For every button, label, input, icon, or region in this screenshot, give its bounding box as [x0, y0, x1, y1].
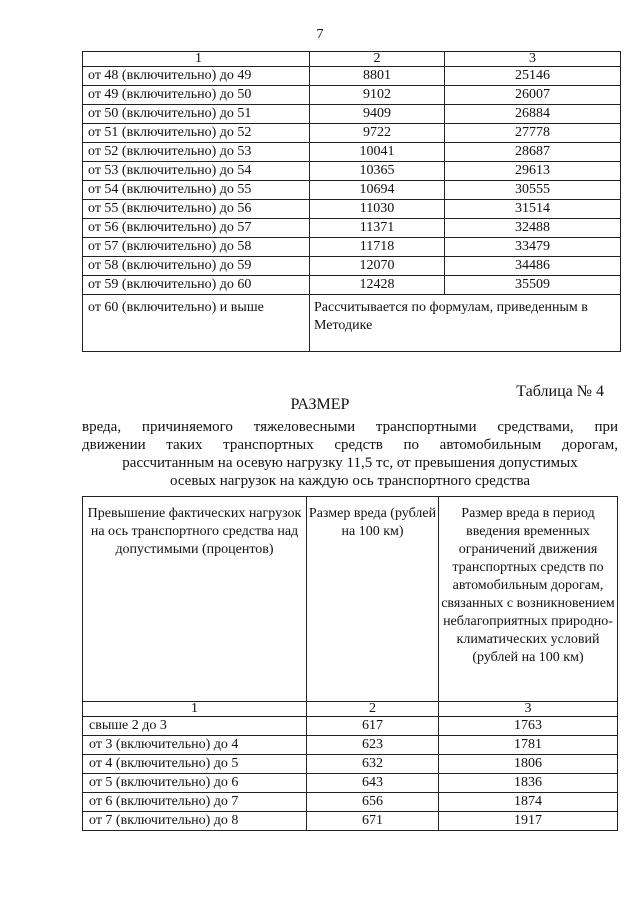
- column-number: 2: [307, 702, 439, 717]
- damage-cell: 10041: [310, 143, 445, 162]
- excess-range-cell: от 5 (включительно) до 6: [83, 774, 307, 793]
- damage-cell: 10365: [310, 162, 445, 181]
- damage-restricted-cell: 35509: [445, 276, 621, 295]
- damage-cell: 9409: [310, 105, 445, 124]
- column-number: 1: [83, 702, 307, 717]
- table-row: [83, 105, 621, 124]
- table-row: [83, 162, 621, 181]
- table-row: [83, 276, 621, 295]
- damage-cell: 632: [307, 755, 439, 774]
- damage-restricted-cell: 33479: [445, 238, 621, 257]
- table-row: [83, 200, 621, 219]
- damage-cell: 623: [307, 736, 439, 755]
- damage-cell: 11718: [310, 238, 445, 257]
- damage-table-4: [82, 496, 618, 831]
- damage-cell: 9722: [310, 124, 445, 143]
- load-range-cell: от 50 (включительно) до 51: [83, 105, 310, 124]
- damage-cell: 617: [307, 717, 439, 736]
- table-header-row: [83, 497, 618, 702]
- damage-restricted-cell: 34486: [445, 257, 621, 276]
- load-range-cell: от 60 (включительно) и выше: [83, 295, 310, 352]
- damage-restricted-cell: 27778: [445, 124, 621, 143]
- load-range-cell: от 52 (включительно) до 53: [83, 143, 310, 162]
- damage-restricted-cell: 1836: [439, 774, 618, 793]
- excess-range-cell: свыше 2 до 3: [83, 717, 307, 736]
- subtitle-line: движении таких транспортных средств по автомобильным дорогам,: [82, 437, 618, 453]
- load-range-cell: от 48 (включительно) до 49: [83, 67, 310, 86]
- damage-table-continued: [82, 51, 621, 352]
- excess-range-cell: от 7 (включительно) до 8: [83, 812, 307, 831]
- table-row: [83, 295, 621, 352]
- column-number: 1: [83, 52, 310, 67]
- damage-cell: 671: [307, 812, 439, 831]
- load-range-cell: от 49 (включительно) до 50: [83, 86, 310, 105]
- damage-restricted-cell: 32488: [445, 219, 621, 238]
- table-row: [83, 755, 618, 774]
- column-header-excess: Превышение фактических нагрузок на ось транспортного средства над допустимыми (процентов): [83, 497, 307, 702]
- damage-cell: 11371: [310, 219, 445, 238]
- load-range-cell: от 57 (включительно) до 58: [83, 238, 310, 257]
- load-range-cell: от 55 (включительно) до 56: [83, 200, 310, 219]
- damage-cell: 656: [307, 793, 439, 812]
- table-row: [83, 774, 618, 793]
- damage-restricted-cell: 1874: [439, 793, 618, 812]
- damage-restricted-cell: 31514: [445, 200, 621, 219]
- load-range-cell: от 58 (включительно) до 59: [83, 257, 310, 276]
- load-range-cell: от 53 (включительно) до 54: [83, 162, 310, 181]
- damage-restricted-cell: 1763: [439, 717, 618, 736]
- damage-restricted-cell: 28687: [445, 143, 621, 162]
- damage-cell: 12070: [310, 257, 445, 276]
- load-range-cell: от 54 (включительно) до 55: [83, 181, 310, 200]
- column-number: 3: [445, 52, 621, 67]
- table-row: [83, 238, 621, 257]
- table-row: [83, 793, 618, 812]
- table-row: [83, 124, 621, 143]
- table-row: [83, 143, 621, 162]
- table-row: [83, 717, 618, 736]
- formula-note-cell: Рассчитывается по формулам, приведенным в Методике: [310, 295, 621, 352]
- load-range-cell: от 59 (включительно) до 60: [83, 276, 310, 295]
- table-subtitle: [82, 418, 618, 490]
- column-number-row: [83, 702, 618, 717]
- page-number: 7: [316, 27, 324, 42]
- damage-restricted-cell: 1806: [439, 755, 618, 774]
- damage-restricted-cell: 26007: [445, 86, 621, 105]
- column-header-damage: Размер вреда (рублей на 100 км): [307, 497, 439, 702]
- damage-cell: 10694: [310, 181, 445, 200]
- damage-restricted-cell: 25146: [445, 67, 621, 86]
- subtitle-line: рассчитанным на осевую нагрузку 11,5 тс, от превышения допустимых: [122, 455, 578, 471]
- table-number-label: Таблица № 4: [516, 383, 604, 400]
- damage-cell: 8801: [310, 67, 445, 86]
- excess-range-cell: от 3 (включительно) до 4: [83, 736, 307, 755]
- load-range-cell: от 56 (включительно) до 57: [83, 219, 310, 238]
- damage-cell: 643: [307, 774, 439, 793]
- damage-restricted-cell: 26884: [445, 105, 621, 124]
- table-row: [83, 86, 621, 105]
- damage-cell: 9102: [310, 86, 445, 105]
- damage-restricted-cell: 1781: [439, 736, 618, 755]
- subtitle-line: осевых нагрузок на каждую ось транспортного средства: [169, 473, 531, 489]
- load-range-cell: от 51 (включительно) до 52: [83, 124, 310, 143]
- damage-restricted-cell: 29613: [445, 162, 621, 181]
- damage-cell: 11030: [310, 200, 445, 219]
- table-row: [83, 257, 621, 276]
- table-row: [83, 812, 618, 831]
- table-row: [83, 736, 618, 755]
- damage-restricted-cell: 30555: [445, 181, 621, 200]
- section-heading: РАЗМЕР: [290, 396, 350, 413]
- table-row: [83, 181, 621, 200]
- table-row: [83, 219, 621, 238]
- column-number: 2: [310, 52, 445, 67]
- subtitle-line: вреда, причиняемого тяжеловесными транспортными средствами, при: [82, 419, 618, 435]
- excess-range-cell: от 4 (включительно) до 5: [83, 755, 307, 774]
- table-row: [83, 67, 621, 86]
- damage-cell: 12428: [310, 276, 445, 295]
- excess-range-cell: от 6 (включительно) до 7: [83, 793, 307, 812]
- table-header-row: [83, 52, 621, 67]
- damage-restricted-cell: 1917: [439, 812, 618, 831]
- column-number: 3: [439, 702, 618, 717]
- column-header-damage-restricted: Размер вреда в период введения временных ограничений движения транспортных средств по автомобильным дорогам, связанных с возникновением неблагоприятных природно-климатических условий (рублей на 100 км): [439, 497, 618, 702]
